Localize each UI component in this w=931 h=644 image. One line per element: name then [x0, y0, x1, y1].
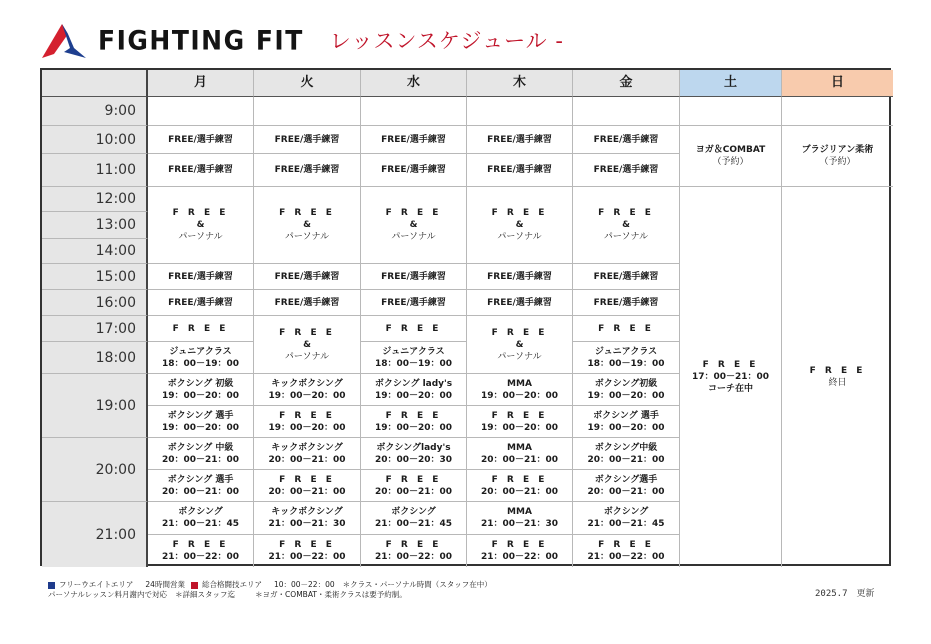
slot-class — [148, 438, 254, 470]
class-time: 19：00－20：00 — [161, 390, 240, 401]
slot-practice: FREE/選手練習 — [361, 264, 467, 290]
slot-practice: FREE/選手練習 — [467, 290, 573, 316]
personal-label: パーソナル — [284, 232, 330, 242]
class-name: MMA — [507, 507, 532, 517]
updated-date: 2025.7 更新 — [815, 589, 875, 599]
class-name: ボクシング中級 — [594, 442, 658, 453]
legend-mma-hours: 10：00－22：00 — [273, 580, 335, 589]
free-label: F R E E — [702, 360, 759, 370]
class-name: ジュニアクラス — [594, 346, 658, 357]
class-time: 18：00－19：00 — [161, 358, 240, 369]
slot-free — [361, 470, 467, 502]
slot-practice: FREE/選手練習 — [467, 264, 573, 290]
slot-sat-free-coach — [680, 187, 782, 567]
slot-free — [148, 316, 254, 342]
slot-class — [573, 470, 680, 502]
class-time: 21：00－21：45 — [587, 519, 665, 529]
slot-free — [254, 470, 361, 502]
class-name: キックボクシング — [271, 507, 343, 517]
free-label: F R E E — [809, 366, 866, 376]
class-time: 21：00－22：00 — [587, 552, 665, 562]
page-title: レッスンスケジュール - — [329, 29, 564, 53]
amp-label: & — [622, 220, 630, 230]
personal-label: パーソナル — [284, 351, 330, 362]
free-label: F R E E — [598, 208, 654, 218]
slot-junior — [148, 342, 254, 374]
time-label: 13:00 — [42, 212, 148, 239]
free-label: F R E E — [491, 410, 548, 421]
class-time: 20：00－21：00 — [268, 486, 346, 497]
slot-free — [148, 535, 254, 567]
slot-practice: FREE/選手練習 — [254, 126, 361, 154]
class-note: （予約） — [712, 157, 749, 167]
class-name: ボクシング lady's — [374, 378, 453, 389]
square-legend-icon-red — [191, 582, 198, 589]
footer-line-1 — [48, 580, 492, 590]
slot-class — [254, 502, 361, 535]
time-label: 11:00 — [42, 154, 148, 187]
class-time: 19：00－20：00 — [480, 422, 559, 433]
slot-practice: FREE/選手練習 — [361, 290, 467, 316]
slot-practice: FREE/選手練習 — [148, 126, 254, 154]
class-time: 21：00－22：00 — [374, 552, 453, 562]
slot-free — [361, 316, 467, 342]
note-reservation: ＊ヨガ・COMBAT・柔術クラスは要予約制。 — [255, 590, 407, 599]
slot-class — [148, 406, 254, 438]
slot-practice: FREE/選手練習 — [573, 264, 680, 290]
amp-label: & — [515, 339, 524, 350]
slot-free — [467, 406, 573, 438]
note-staff: ＊詳細スタッフ迄 — [175, 590, 236, 599]
free-label: F R E E — [385, 410, 442, 421]
note-class-personal: ＊クラス・パーソナル時間（スタッフ在中） — [342, 580, 492, 589]
class-time: 17：00－21：00 — [691, 372, 770, 382]
class-name: ボクシング 選手 — [593, 410, 659, 421]
slot-empty — [680, 97, 782, 126]
class-time: 19：00－20：00 — [587, 390, 665, 401]
class-time: 18：00－19：00 — [587, 358, 665, 369]
class-time: 20：00－21：00 — [161, 486, 240, 497]
free-label: F R E E — [279, 410, 335, 421]
class-name: ボクシング — [391, 507, 436, 517]
square-legend-icon-blue — [48, 582, 55, 589]
time-label: 15:00 — [42, 264, 148, 290]
class-name: ボクシング 選手 — [167, 474, 234, 485]
free-label: F R E E — [279, 540, 335, 550]
slot-practice: FREE/選手練習 — [148, 264, 254, 290]
slot-practice: FREE/選手練習 — [254, 290, 361, 316]
class-note: 終日 — [828, 378, 847, 388]
class-name: ボクシング — [603, 507, 649, 517]
slot-empty — [573, 97, 680, 126]
legend-mma-area: 総合格闘技エリア — [201, 580, 262, 589]
class-name: MMA — [507, 442, 532, 453]
class-time: 21：00－21：30 — [480, 519, 559, 529]
class-name: ジュニアクラス — [382, 346, 445, 357]
class-time: 21：00－21：30 — [268, 519, 346, 529]
class-time: 21：00－22：00 — [268, 552, 346, 562]
class-time: 21：00－21：45 — [161, 519, 240, 529]
amp-label: & — [303, 339, 311, 350]
slot-practice: FREE/選手練習 — [361, 154, 467, 187]
slot-class — [467, 502, 573, 535]
free-label: F R E E — [172, 208, 229, 218]
class-time: 20：00－21：00 — [480, 486, 559, 497]
slot-free — [467, 470, 573, 502]
slot-practice: FREE/選手練習 — [148, 290, 254, 316]
slot-practice: FREE/選手練習 — [254, 154, 361, 187]
slot-free-personal — [148, 187, 254, 264]
slot-junior — [361, 342, 467, 374]
time-label: 21:00 — [42, 502, 148, 567]
fighting-fit-logo-icon — [40, 20, 90, 60]
slot-free-personal — [467, 316, 573, 374]
class-name: ボクシング選手 — [594, 474, 658, 485]
class-name: ジュニアクラス — [169, 346, 232, 357]
note-personal-fee: パーソナルレッスン料月謝内で対応 — [48, 590, 168, 599]
free-label: F R E E — [491, 208, 548, 218]
slot-practice: FREE/選手練習 — [573, 126, 680, 154]
slot-class — [573, 406, 680, 438]
personal-label: パーソナル — [603, 232, 649, 242]
slot-class — [573, 438, 680, 470]
personal-label: パーソナル — [391, 232, 436, 242]
personal-label: パーソナル — [497, 351, 542, 362]
slot-free — [361, 406, 467, 438]
class-note: （予約） — [819, 157, 856, 167]
free-label: F R E E — [279, 208, 335, 218]
slot-class — [148, 502, 254, 535]
amp-label: & — [409, 220, 418, 230]
class-name: ヨガ＆COMBAT — [695, 145, 766, 155]
time-label: 9:00 — [42, 97, 148, 126]
free-label: F R E E — [279, 327, 335, 338]
free-label: F R E E — [385, 323, 442, 334]
slot-sun-bjj — [782, 126, 893, 187]
slot-junior — [573, 342, 680, 374]
class-name: キックボクシング — [271, 442, 343, 453]
slot-class — [361, 502, 467, 535]
slot-free — [573, 316, 680, 342]
class-name: ボクシング 選手 — [167, 410, 234, 421]
class-time: 20：00－21：00 — [374, 486, 453, 497]
slot-class — [148, 374, 254, 406]
slot-practice: FREE/選手練習 — [467, 154, 573, 187]
slot-class — [573, 374, 680, 406]
slot-class — [254, 438, 361, 470]
time-label: 20:00 — [42, 438, 148, 502]
class-name: ボクシング 初級 — [167, 378, 234, 389]
corner-cell — [42, 70, 148, 97]
class-time: 19：00－20：00 — [374, 422, 453, 433]
free-label: F R E E — [385, 474, 442, 485]
time-label: 16:00 — [42, 290, 148, 316]
day-header-sat: 土 — [680, 70, 782, 97]
slot-free-personal — [254, 187, 361, 264]
legend-free-weight-hours: 24時間営業 — [145, 580, 185, 589]
slot-practice: FREE/選手練習 — [361, 126, 467, 154]
class-time: 21：00－22：00 — [480, 552, 559, 562]
slot-practice: FREE/選手練習 — [467, 126, 573, 154]
class-name: ボクシング — [178, 507, 223, 517]
class-time: 19：00－20：00 — [268, 390, 346, 401]
class-time: 19：00－20：00 — [587, 422, 665, 433]
footer-line-2 — [48, 590, 492, 600]
slot-class — [148, 470, 254, 502]
slot-practice: FREE/選手練習 — [573, 290, 680, 316]
class-name: MMA — [507, 378, 532, 389]
slot-practice: FREE/選手練習 — [254, 264, 361, 290]
day-header-thu: 木 — [467, 70, 573, 97]
slot-class — [467, 438, 573, 470]
free-label: F R E E — [385, 540, 442, 550]
slot-free — [254, 406, 361, 438]
class-time: 18：00－19：00 — [374, 358, 453, 369]
slot-free-personal — [573, 187, 680, 264]
slot-empty — [467, 97, 573, 126]
class-name: ボクシング 中級 — [167, 442, 234, 453]
legend-free-weight: フリーウエイトエリア — [59, 580, 134, 589]
class-time: 19：00－20：00 — [268, 422, 346, 433]
slot-class — [254, 374, 361, 406]
time-label: 10:00 — [42, 126, 148, 154]
slot-practice: FREE/選手練習 — [148, 154, 254, 187]
free-label: F R E E — [598, 540, 654, 550]
class-note: コーチ在中 — [707, 384, 753, 394]
class-time: 19：00－20：00 — [161, 422, 240, 433]
class-time: 20：00－21：00 — [268, 454, 346, 465]
slot-empty — [254, 97, 361, 126]
class-time: 20：00－21：00 — [480, 454, 559, 465]
free-label: F R E E — [172, 540, 229, 550]
page-header — [40, 18, 564, 62]
day-header-mon: 月 — [148, 70, 254, 97]
class-name: ボクシング初級 — [594, 378, 658, 389]
slot-empty — [361, 97, 467, 126]
amp-label: & — [515, 220, 524, 230]
day-header-sun: 日 — [782, 70, 893, 97]
schedule-table — [40, 68, 891, 566]
slot-sat-yoga-combat — [680, 126, 782, 187]
slot-empty — [148, 97, 254, 126]
time-label: 14:00 — [42, 239, 148, 264]
slot-class — [573, 502, 680, 535]
slot-empty — [782, 97, 893, 126]
slot-sun-free-allday — [782, 187, 893, 567]
class-time: 19：00－20：00 — [480, 390, 559, 401]
slot-free-personal — [467, 187, 573, 264]
brand-name: FIGHTING FIT — [98, 24, 304, 56]
footer-notes — [48, 580, 492, 600]
free-label: F R E E — [598, 323, 654, 334]
free-label: F R E E — [491, 474, 548, 485]
class-name: キックボクシング — [271, 378, 343, 389]
day-header-fri: 金 — [573, 70, 680, 97]
slot-class — [467, 374, 573, 406]
amp-label: & — [303, 220, 311, 230]
free-label: F R E E — [491, 327, 548, 338]
class-time: 21：00－21：45 — [374, 519, 453, 529]
time-label: 17:00 — [42, 316, 148, 342]
class-time: 20：00－21：00 — [587, 454, 665, 465]
class-name: ブラジリアン柔術 — [801, 145, 874, 155]
class-time: 20：00－21：00 — [587, 486, 665, 497]
slot-free — [254, 535, 361, 567]
class-time: 19：00－20：00 — [374, 390, 453, 401]
class-time: 20：00－20：30 — [374, 454, 453, 465]
class-time: 20：00－21：00 — [161, 454, 240, 465]
slot-free — [573, 535, 680, 567]
time-label: 18:00 — [42, 342, 148, 374]
free-label: F R E E — [172, 323, 229, 334]
class-time: 21：00－22：00 — [161, 552, 240, 562]
slot-practice: FREE/選手練習 — [573, 154, 680, 187]
slot-class — [361, 374, 467, 406]
amp-label: & — [196, 220, 205, 230]
personal-label: パーソナル — [178, 232, 223, 242]
personal-label: パーソナル — [497, 232, 542, 242]
slot-free-personal — [254, 316, 361, 374]
time-label: 12:00 — [42, 187, 148, 212]
slot-free — [361, 535, 467, 567]
time-label: 19:00 — [42, 374, 148, 438]
day-header-tue: 火 — [254, 70, 361, 97]
free-label: F R E E — [279, 474, 335, 485]
free-label: F R E E — [491, 540, 548, 550]
slot-free — [467, 535, 573, 567]
free-label: F R E E — [385, 208, 442, 218]
slot-free-personal — [361, 187, 467, 264]
slot-class — [361, 438, 467, 470]
day-header-wed: 水 — [361, 70, 467, 97]
class-name: ボクシングlady's — [376, 442, 451, 453]
